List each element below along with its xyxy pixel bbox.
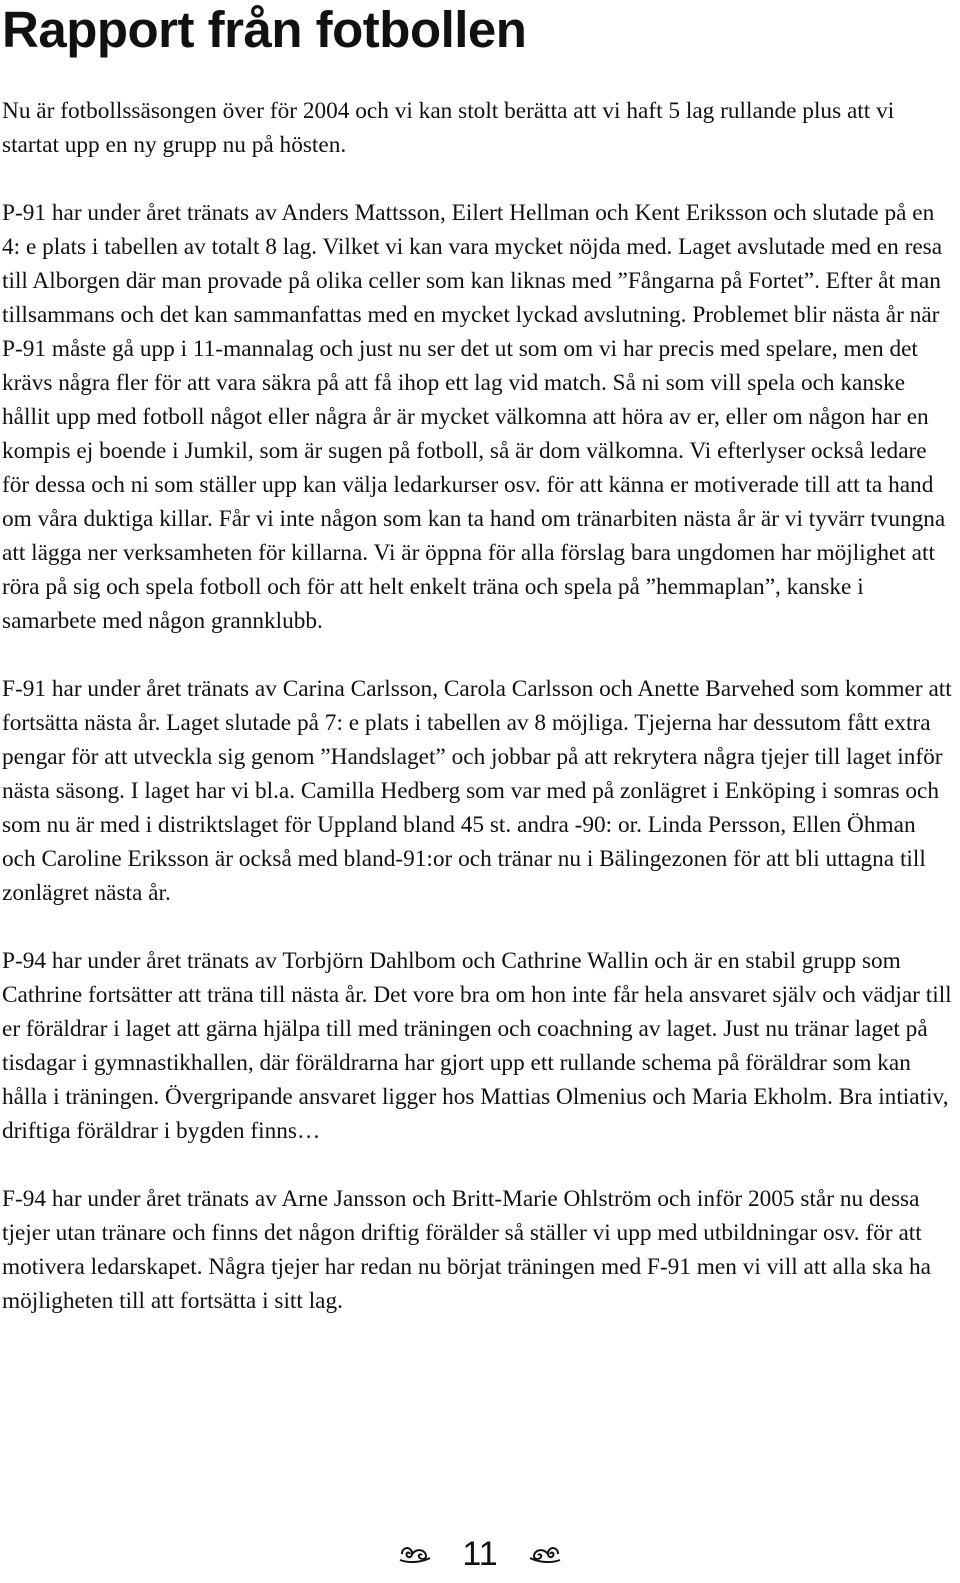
page-footer <box>0 1534 960 1574</box>
floral-ornament-icon <box>398 1543 432 1565</box>
article-body <box>2 94 954 1352</box>
paragraph-intro: Nu är fotbollssäsongen över för 2004 och vi kan stolt berätta att vi haft 5 lag rullande plus att vi startat upp en ny grupp nu på hösten. <box>2 98 895 158</box>
paragraph-f94: F-94 har under året tränats av Arne Jansson och Britt-Marie Ohlström och inför 2005 står nu dessa tjejer utan tränare och finns det någon driftig förälder så ställer vi upp med utbildningar osv. för att motivera ledarskapet. Några tjejer har redan nu börjat träningen med F-91 men vi vill att alla ska ha möjligheten till att fortsätta i sitt lag. <box>2 1186 931 1314</box>
paragraph-p94: P-94 har under året tränats av Torbjörn Dahlbom och Cathrine Wallin och är en stabil grupp som Cathrine fortsätter att träna till nästa år. Det vore bra om hon inte får hela ansvaret själv och vädjar till er föräldrar i laget att gärna hjälpa till med träningen och coachning av laget. Just nu tränar laget på tisdagar i gymnastikhallen, där föräldrarna har gjort upp ett rullande schema på föräldrar som kan hålla i träningen. Övergripande ansvaret ligger hos Mattias Olmenius och Maria Ekholm. Bra intiativ, driftiga föräldrar i bygden finns… <box>2 948 952 1144</box>
page-number: 11 <box>462 1535 498 1573</box>
paragraph-f91: F-91 har under året tränats av Carina Carlsson, Carola Carlsson och Anette Barvehed som kommer att fortsätta nästa år. Laget slutade på 7: e plats i tabellen av 8 möjliga. Tjejerna har dessutom fått extra pengar för att utveckla sig genom ”Handslaget” och jobbar på att rekrytera några tjejer till laget inför nästa säsong. I laget har vi bl.a. Camilla Hedberg som var med på zonlägret i Enköping i somras och som nu är med i distriktslaget för Uppland bland 45 st. andra -90: or. Linda Persson, Ellen Öhman och Caroline Eriksson är också med bland-91:or och tränar nu i Bälingezonen för att bli uttagna till zonlägret nästa år. <box>2 676 952 906</box>
page-title: Rapport från fotbollen <box>2 1 527 58</box>
floral-ornament-icon <box>528 1543 562 1565</box>
paragraph-p91: P-91 har under året tränats av Anders Mattsson, Eilert Hellman och Kent Eriksson och slutade på en 4: e plats i tabellen av totalt 8 lag. Vilket vi kan vara mycket nöjda med. Laget avslutade med en resa till Alborgen där man provade på olika celler som kan liknas med ”Fångarna på Fortet”. Efter åt man tillsammans och det kan sammanfattas med en mycket lyckad avslutning. Problemet blir nästa år när P-91 måste gå upp i 11-mannalag och just nu ser det ut som om vi har precis med spelare, men det krävs några fler för att vara säkra på att få ihop ett lag vid match. Så ni som vill spela och kanske hållit upp med fotboll något eller några år är mycket välkomna att höra av er, eller om någon har en kompis ej boende i Jumkil, som är sugen på fotboll, så är dom välkomna. Vi efterlyser också ledare för dessa och ni som ställer upp kan välja ledarkurser osv. för att känna er motiverade till att ta hand om våra duktiga killar. Får vi inte någon som kan ta hand om tränarbiten nästa år är vi tyvärr tvungna att lägga ner verksamheten för killarna. Vi är öppna för alla förslag bara ungdomen har möjlighet att röra på sig och spela fotboll och för att helt enkelt träna och spela på ”hemmaplan”, kanske i samarbete med någon grannklubb. <box>2 200 946 634</box>
